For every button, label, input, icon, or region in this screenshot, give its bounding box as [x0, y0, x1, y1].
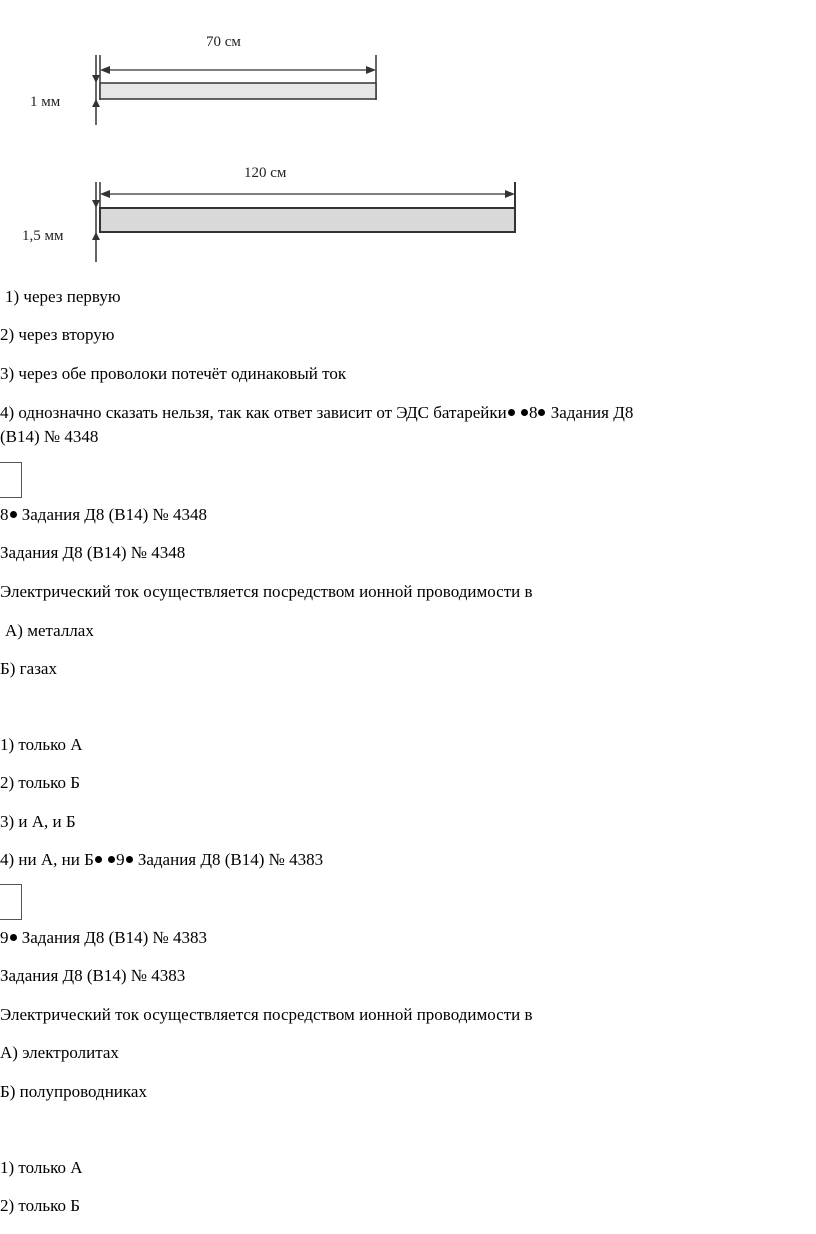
wire-1 — [30, 34, 376, 125]
q8-statement-b: Б) газах — [0, 659, 57, 678]
q7-option-3: 3) через обе проволоки потечёт одинаковый ток — [0, 364, 347, 383]
q8-header-num: 8 — [0, 505, 9, 524]
q8-next-ref-prefix: Задания Д8 — [550, 403, 634, 422]
wire-1-thickness-label: 1 мм — [30, 94, 61, 110]
q9-next-ref: Задания Д8 (В14) № 4383 — [137, 850, 324, 869]
bullet-icon — [521, 409, 528, 416]
q9-statement-a: А) электролитах — [0, 1043, 119, 1062]
q8-next-ref-line2: (В14) № 4348 — [0, 427, 99, 446]
q8-option-1: 1) только А — [0, 735, 83, 754]
bullet-icon — [95, 856, 102, 863]
bullet-icon — [538, 409, 545, 416]
q9-header-num: 9 — [0, 928, 9, 947]
bullet-icon — [10, 934, 17, 941]
answer-box[interactable] — [0, 462, 22, 498]
q8-header-ref: Задания Д8 (В14) № 4348 — [21, 505, 207, 524]
q7-option-1: 1) через первую — [5, 287, 121, 306]
q9-header-row — [0, 928, 207, 948]
q8-question: Электрический ток осуществляется посредством ионной проводимости в — [0, 582, 533, 601]
q9-next-num: 9 — [116, 850, 125, 869]
q8-option-2: 2) только Б — [0, 773, 81, 792]
q9-option-1: 1) только А — [0, 1158, 83, 1177]
q8-header-row — [0, 505, 207, 525]
bullet-icon — [108, 856, 115, 863]
q9-option-2: 2) только Б — [0, 1196, 81, 1215]
q9-question: Электрический ток осуществляется посредством ионной проводимости в — [0, 1005, 533, 1024]
q8-next-num: 8 — [528, 403, 538, 422]
q9-header-ref: Задания Д8 (В14) № 4383 — [21, 928, 207, 947]
q8-subheader: Задания Д8 (В14) № 4348 — [0, 543, 186, 562]
wire-2 — [22, 165, 515, 262]
q7-option-2: 2) через вторую — [0, 325, 115, 344]
q8-option-4-row — [0, 850, 323, 870]
wires-diagram — [0, 0, 560, 270]
bullet-icon — [508, 409, 515, 416]
q8-statement-a: А) металлах — [5, 621, 94, 640]
bullet-icon — [10, 511, 17, 518]
wire-2-length-label: 120 см — [244, 165, 287, 181]
q7-option-4: 4) однозначно сказать нельзя, так как ответ зависит от ЭДС батарейки — [0, 403, 507, 422]
wire-2-thickness-label: 1,5 мм — [22, 228, 64, 244]
answer-box[interactable] — [0, 884, 22, 920]
wire-1-length-label: 70 см — [206, 34, 241, 50]
q9-statement-b: Б) полупроводниках — [0, 1082, 147, 1101]
q8-option-4: 4) ни А, ни Б — [0, 850, 94, 869]
bullet-icon — [126, 856, 133, 863]
q7-option-4-row — [0, 403, 633, 423]
q8-option-3: 3) и А, и Б — [0, 812, 76, 831]
q9-subheader: Задания Д8 (В14) № 4383 — [0, 966, 186, 985]
